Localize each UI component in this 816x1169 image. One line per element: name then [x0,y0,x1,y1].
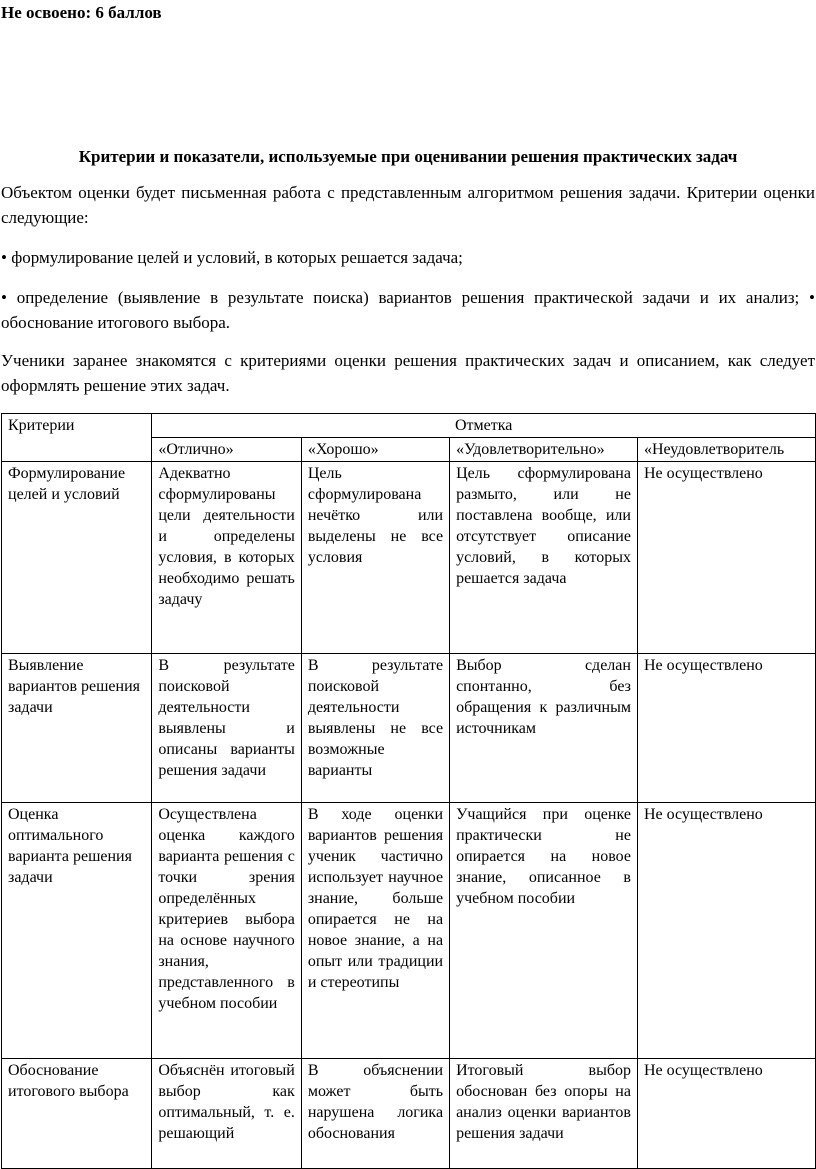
table-row [2,1059,816,1169]
cell-satisfactory: Итоговый выбор обоснован без опоры на анализ оценки вариантов решения задачи [450,1059,638,1169]
cell-excellent: Осуществлена оценка каждого варианта решения с точки зрения определённых критериев выбора на основе научного знания, представленного в учебном пособии [152,803,301,1059]
document-title: Критерии и показатели, используемые при оценивании решения практических задач [78,147,738,166]
students-paragraph: Ученики заранее знакомятся с критериями оценки решения практических задач и описанием, как следует оформлять решение этих задач. [1,351,815,395]
cell-excellent: В результате поисковой деятельности выявлены и описаны варианты решения задачи [152,654,301,803]
header-mark: Отметка [152,414,816,438]
cell-unsatisfactory: Не осуществлено [637,654,815,803]
criteria-table [1,413,816,1169]
intro-paragraph: Объектом оценки будет письменная работа с представленным алгоритмом решения задачи. Критерии оценки следующие: [1,183,815,227]
cell-good: В объяснении может быть нарушена логика обоснования [301,1059,449,1169]
cell-excellent: Адекватно сформулированы цели деятельности и определены условия, в которых необходимо решать задачу [152,462,301,654]
cell-satisfactory: Цель сформулирована размыто, или не поставлена вообще, или отсутствует описание условий, в которых решается задача [450,462,638,654]
criteria-bullet-1: • формулирование целей и условий, в которых решается задача; [1,248,463,267]
cell-satisfactory: Учащийся при оценке практически не опирается на новое знание, описанное в учебном пособии [450,803,638,1059]
row-criterion: Обоснование итогового выбора [2,1059,152,1169]
row-criterion: Формулирование целей и условий [2,462,152,654]
mark-unsatisfactory: «Неудовлетворитель [637,438,815,462]
mark-good: «Хорошо» [301,438,449,462]
mark-excellent: «Отлично» [152,438,301,462]
criteria-bullet-2: • определение (выявление в результате поиска) вариантов решения практической задачи и их анализ; • обоснование итогового выбора. [1,288,815,332]
status-heading: Не освоено: 6 баллов [1,3,162,22]
cell-unsatisfactory: Не осуществлено [637,462,815,654]
header-criteria: Критерии [2,414,152,462]
row-criterion: Оценка оптимального варианта решения задачи [2,803,152,1059]
table-header-row [2,414,816,438]
table-row [2,654,816,803]
cell-unsatisfactory: Не осуществлено [637,803,815,1059]
cell-good: В результате поисковой деятельности выявлены не все возможные варианты [301,654,449,803]
cell-unsatisfactory: Не осуществлено [637,1059,815,1169]
cell-good: В ходе оценки вариантов решения ученик частично использует научное знание, больше опирается не на новое знание, а на опыт или традиции и стереотипы [301,803,449,1059]
table-row [2,462,816,654]
cell-satisfactory: Выбор сделан спонтанно, без обращения к различным источникам [450,654,638,803]
cell-excellent: Объяснён итоговый выбор как оптимальный, т. е. решающий [152,1059,301,1169]
table-row [2,803,816,1059]
cell-good: Цель сформулирована нечётко или выделены не все условия [301,462,449,654]
row-criterion: Выявление вариантов решения задачи [2,654,152,803]
mark-satisfactory: «Удовлетворительно» [450,438,638,462]
